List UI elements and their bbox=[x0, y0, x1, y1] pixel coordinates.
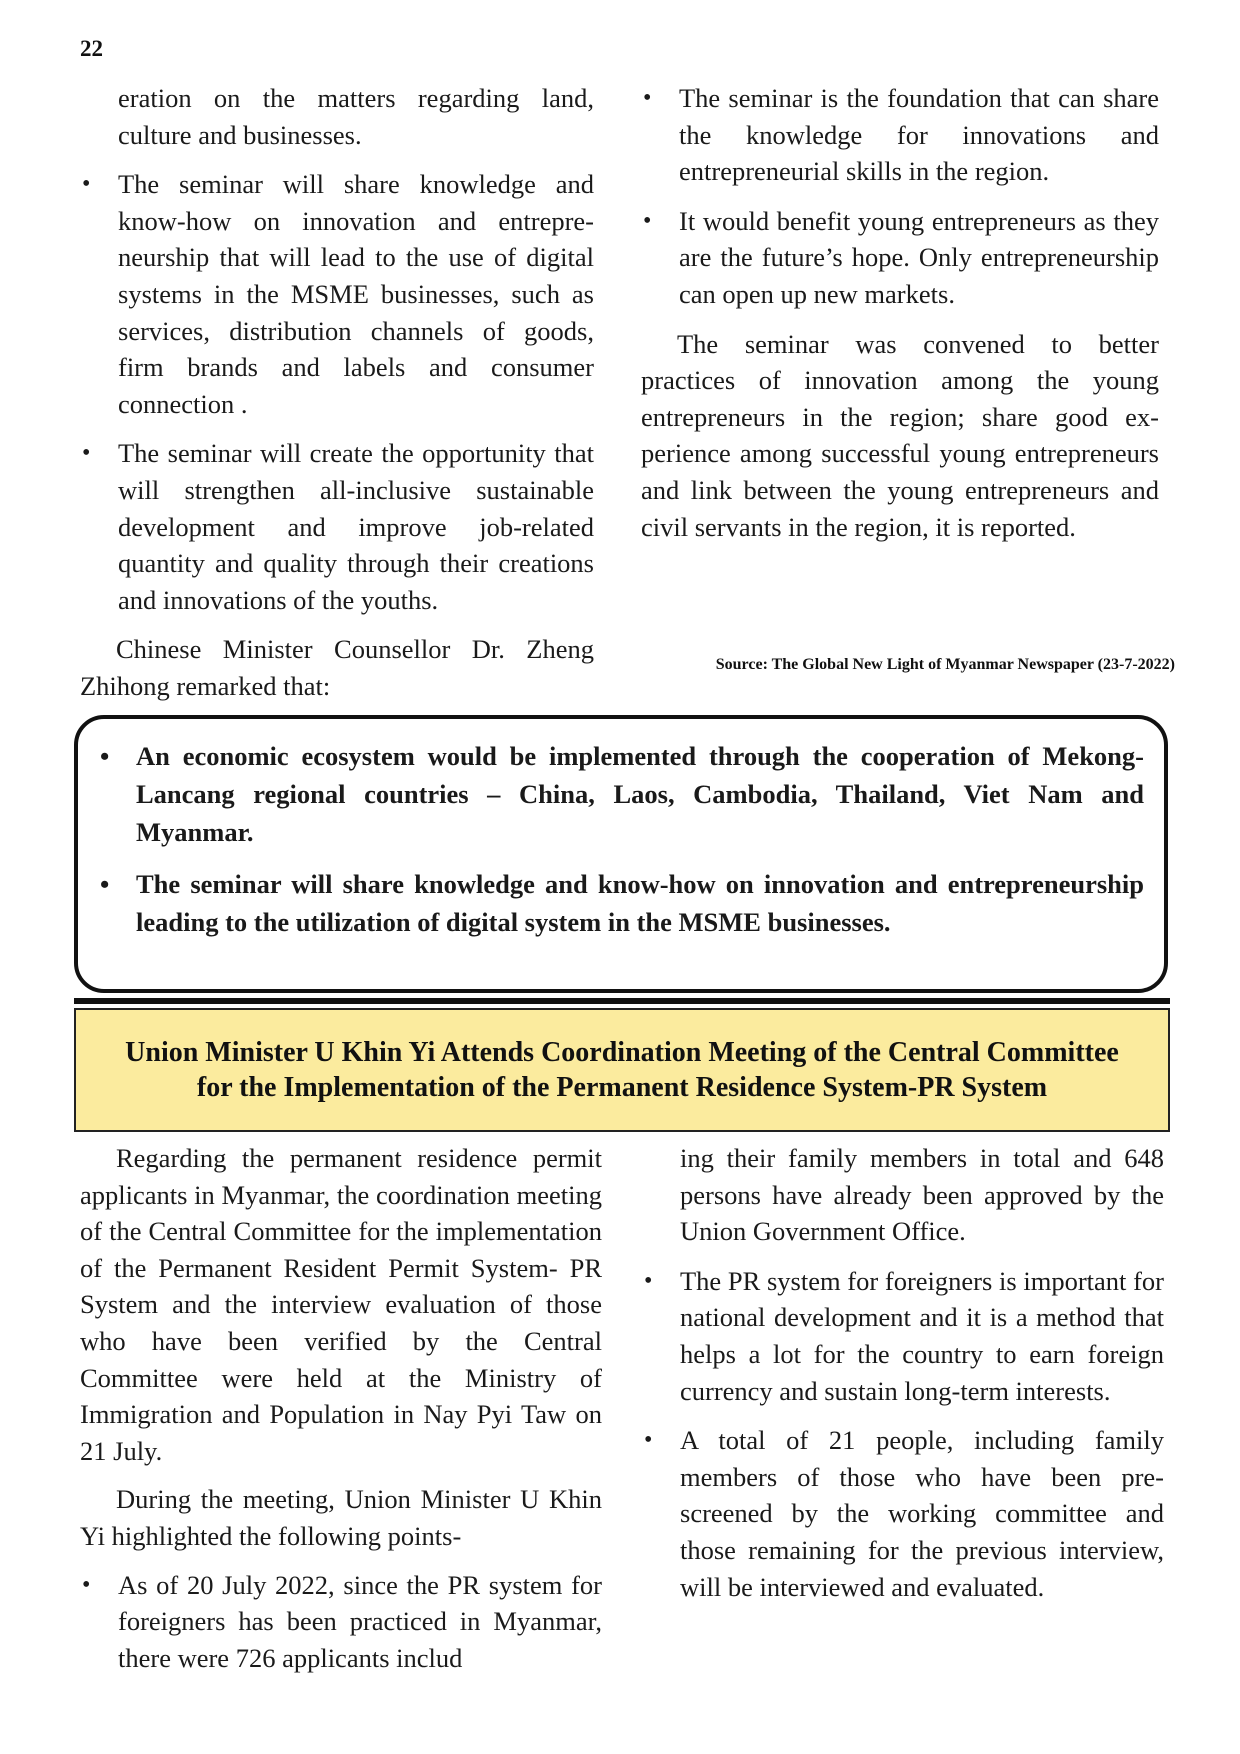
body-paragraph: The seminar was convened to better practices of innovation among the young entrepreneurs in the region; share good experience among successful young entrepreneurs and link between the young entrepreneurs and civil servants in the region, it is reported. bbox=[641, 328, 1159, 542]
bottom-right-column bbox=[642, 1140, 1164, 1618]
highlight-box bbox=[74, 715, 1168, 993]
page-number: 22 bbox=[80, 36, 103, 61]
source-citation: Source: The Global New Light of Myanmar Newspaper (23-7-2022) bbox=[715, 656, 1175, 673]
section-header bbox=[74, 1008, 1170, 1132]
bullet-list bbox=[642, 1263, 1164, 1605]
list-item: • As of 20 July 2022, since the PR system for foreigners has been practiced in Myanmar, there were 726 applicants includ bbox=[80, 1567, 602, 1677]
body-paragraph: Regarding the permanent residence permit applicants in Myanmar, the coordination meeting of the Central Committee for the implementation of the Permanent Resident Permit System- PR System and the interview evaluation of those who have been verified by the Central Committee were held at the Ministry of Immigration and Population in Nay Pyi Taw on 21 July. bbox=[80, 1143, 602, 1466]
bullet-list bbox=[80, 1567, 602, 1677]
highlight-list bbox=[98, 737, 1144, 941]
list-item: • A total of 21 people, including family members of those who have been pre-screened by the working committee and those remaining for the previous interview, will be interviewed and evaluated. bbox=[642, 1422, 1164, 1605]
bullet-list bbox=[641, 80, 1159, 313]
continued-bullet-text: eration on the matters regarding land, culture and businesses. bbox=[118, 83, 594, 150]
list-item: • The PR system for foreigners is important for national development and it is a method that helps a lot for the country to earn foreign currency and sustain long-term interests. bbox=[642, 1263, 1164, 1409]
list-item: • The seminar will create the opportunity that will strengthen all-inclusive sustainable development and improve job-related quantity and quality through their creations and innovations of the youths. bbox=[80, 435, 594, 618]
continued-bullet-text: ing their family members in total and 648 persons have already been approved by the Union Government Office. bbox=[680, 1143, 1164, 1247]
body-paragraph: Chinese Minister Counsellor Dr. Zheng Zhihong remarked that: bbox=[80, 634, 594, 701]
bottom-left-column bbox=[80, 1140, 602, 1689]
section-title: Union Minister U Khin Yi Attends Coordination Meeting of the Central Committee for the Implementation of the Permanent Residence System-PR System bbox=[125, 1037, 1119, 1103]
double-rule-divider bbox=[74, 998, 1170, 1004]
highlight-item: • An economic ecosystem would be implemented through the cooperation of Mekong-Lancang regional countries – China, Laos, Cambodia, Thailand, Viet Nam and Myanmar. bbox=[98, 737, 1144, 851]
bullet-list bbox=[80, 166, 594, 618]
body-paragraph: During the meeting, Union Minister U Khin Yi highlighted the following points- bbox=[80, 1484, 602, 1551]
highlight-item: • The seminar will share knowledge and know-how on innovation and entrepreneurship leading to the utilization of digital system in the MSME businesses. bbox=[98, 865, 1144, 941]
top-left-column bbox=[80, 80, 594, 717]
list-item: • The seminar is the foundation that can share the knowledge for innovations and entrepreneurial skills in the region. bbox=[641, 80, 1159, 190]
list-item: • The seminar will share knowledge and know-how on innovation and entrepreneurship that will lead to the use of digital systems in the MSME businesses, such as services, distribution channels of goods, firm brands and labels and consumer connection . bbox=[80, 166, 594, 422]
list-item: • It would benefit young entrepreneurs as they are the future’s hope. Only entrepreneurship can open up new markets. bbox=[641, 203, 1159, 313]
top-right-column bbox=[641, 80, 1159, 557]
